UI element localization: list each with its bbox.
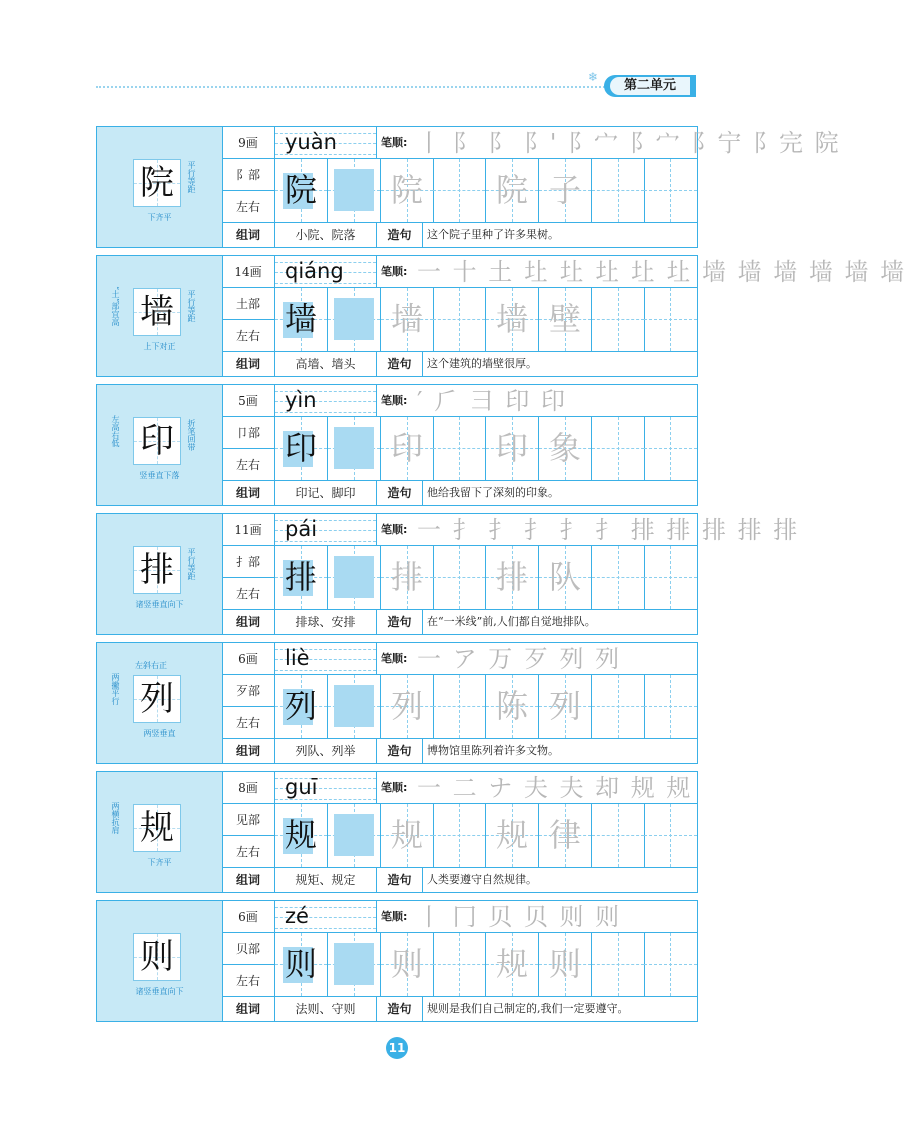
writing-cell[interactable]	[592, 417, 645, 480]
main-char: 列	[140, 679, 174, 719]
trace-word-1: 墙	[495, 300, 528, 338]
sentence: 这个院子里种了许多果树。	[427, 228, 559, 241]
stroke-count: 8画	[222, 772, 275, 804]
main-char-cell	[97, 643, 223, 763]
radical: 土部	[222, 288, 275, 320]
trace-char: 规	[390, 816, 423, 854]
writing-cell[interactable]	[592, 675, 645, 738]
unit-label: 第二单元	[610, 77, 690, 95]
tip-right: 平行等距	[187, 548, 196, 580]
writing-cell[interactable]	[381, 417, 434, 480]
main-char-box	[133, 159, 181, 207]
trace-word-1: 规	[495, 816, 528, 854]
writing-cell[interactable]	[328, 417, 381, 480]
structure: 左右	[222, 191, 275, 223]
header-dotted-line	[96, 86, 616, 88]
char-card	[96, 513, 800, 635]
stroke-order-row	[377, 514, 800, 546]
writing-cell[interactable]	[644, 288, 697, 351]
words-label: 组词	[222, 481, 275, 505]
sentence: 人类要遵守自然规律。	[427, 873, 537, 886]
stroke-order-row	[377, 385, 697, 417]
stroke-order-sequence: ′ ⺁ ⺕ 印 印	[417, 387, 567, 415]
sentence: 规则是我们自己制定的,我们一定要遵守。	[427, 1002, 629, 1015]
pinyin-box	[275, 385, 377, 417]
words: 高墙、墙头	[275, 352, 377, 376]
words: 印记、脚印	[275, 481, 377, 505]
char-card	[96, 771, 698, 893]
writing-cell[interactable]	[539, 933, 592, 996]
practice-char-dark: 规	[284, 816, 317, 854]
writing-cell[interactable]	[592, 159, 645, 222]
char-card	[96, 255, 906, 377]
writing-cell[interactable]	[275, 804, 328, 867]
trace-word-1: 排	[495, 558, 528, 596]
trace-char: 墙	[390, 300, 423, 338]
trace-word-2: 列	[548, 687, 581, 725]
pinyin-box	[275, 514, 377, 546]
writing-cell[interactable]	[486, 933, 539, 996]
sentence-label: 造句	[377, 223, 423, 247]
writing-cell[interactable]	[486, 804, 539, 867]
structure: 左右	[222, 965, 275, 997]
trace-word-2: 子	[548, 171, 581, 209]
tip-bottom: 上下对正	[143, 342, 176, 351]
trace-word-1: 规	[495, 945, 528, 983]
writing-cell[interactable]	[275, 288, 328, 351]
writing-cell[interactable]	[433, 675, 486, 738]
stroke-order-row	[377, 643, 697, 675]
practice-char-dark: 院	[284, 171, 317, 209]
stroke-order-sequence: 丨 冂 贝 贝 则 则	[417, 903, 622, 931]
tip-bottom: 下齐平	[147, 858, 172, 867]
main-char-box	[133, 546, 181, 594]
writing-cell[interactable]	[539, 417, 592, 480]
main-char: 墙	[140, 292, 174, 332]
stroke-order-row	[377, 901, 697, 933]
stroke-count: 11画	[222, 514, 275, 546]
words-label: 组词	[222, 997, 275, 1021]
writing-cell[interactable]	[381, 288, 434, 351]
stroke-order-row	[377, 772, 697, 804]
writing-grid	[275, 288, 697, 352]
sentence: 这个建筑的墙壁很厚。	[427, 357, 537, 370]
writing-cell[interactable]	[328, 288, 381, 351]
trace-char: 则	[390, 945, 423, 983]
char-card	[96, 126, 841, 248]
writing-cell[interactable]	[486, 159, 539, 222]
sentence-label: 造句	[377, 739, 423, 763]
structure: 左右	[222, 707, 275, 739]
trace-word-1: 陈	[495, 687, 528, 725]
sentence: 博物馆里陈列着许多文物。	[427, 744, 559, 757]
writing-cell[interactable]	[275, 417, 328, 480]
trace-word-2: 象	[548, 429, 581, 467]
tip-bottom: 诸竖垂直向下	[135, 600, 184, 609]
main-char: 排	[140, 550, 174, 590]
stroke-count: 6画	[222, 901, 275, 933]
main-char-box	[133, 675, 181, 723]
writing-cell[interactable]	[433, 288, 486, 351]
tip-left: “土”部宜高	[111, 286, 120, 327]
radical: 贝部	[222, 933, 275, 965]
writing-cell[interactable]	[433, 546, 486, 609]
writing-cell[interactable]	[328, 804, 381, 867]
main-char-box	[133, 933, 181, 981]
writing-cell[interactable]	[433, 804, 486, 867]
writing-cell[interactable]	[644, 417, 697, 480]
writing-grid	[275, 159, 697, 223]
pinyin: pái	[285, 517, 318, 541]
writing-cell[interactable]	[381, 933, 434, 996]
sentence-label: 造句	[377, 997, 423, 1021]
pinyin: qiáng	[285, 259, 344, 283]
writing-cell[interactable]	[486, 417, 539, 480]
writing-cell[interactable]	[539, 159, 592, 222]
sentence-label: 造句	[377, 352, 423, 376]
words: 排球、安排	[275, 610, 377, 634]
practice-char-dark: 列	[284, 687, 317, 725]
writing-cell[interactable]	[644, 675, 697, 738]
stroke-order-sequence: 丨 阝 阝 阝' 阝宀 阝宀 阝宁 阝完 院	[417, 129, 841, 157]
writing-grid	[275, 417, 697, 481]
words: 列队、列举	[275, 739, 377, 763]
unit-tab	[604, 75, 696, 97]
stroke-order-label: 笔顺:	[381, 394, 408, 407]
writing-cell[interactable]	[539, 675, 592, 738]
writing-cell[interactable]	[592, 804, 645, 867]
main-char-cell	[97, 256, 223, 376]
radical: 歹部	[222, 675, 275, 707]
words-label: 组词	[222, 739, 275, 763]
pinyin-box	[275, 772, 377, 804]
writing-cell[interactable]	[539, 804, 592, 867]
writing-cell[interactable]	[328, 933, 381, 996]
sentence: 他给我留下了深刻的印象。	[427, 486, 559, 499]
writing-cell[interactable]	[644, 804, 697, 867]
practice-char-dark: 排	[284, 558, 317, 596]
sentence: 在“一米线”前,人们都自觉地排队。	[427, 615, 596, 628]
pinyin: liè	[285, 646, 310, 670]
char-card	[96, 900, 698, 1022]
words: 法则、守则	[275, 997, 377, 1021]
main-char-cell	[97, 514, 223, 634]
writing-cell[interactable]	[539, 546, 592, 609]
writing-cell[interactable]	[644, 159, 697, 222]
writing-cell[interactable]	[644, 546, 697, 609]
main-char: 规	[140, 808, 174, 848]
pinyin: zé	[285, 904, 309, 928]
char-card	[96, 642, 698, 764]
pinyin: guī	[285, 775, 318, 799]
tip-right: 平行等距	[187, 290, 196, 322]
tip-left: 两撇平行	[111, 673, 120, 705]
writing-cell[interactable]	[644, 933, 697, 996]
stroke-order-label: 笔顺:	[381, 781, 408, 794]
pinyin-box	[275, 127, 377, 159]
main-char-box	[133, 804, 181, 852]
stroke-order-sequence: 一 十 土 圵 圵 圵 圵 圵 墙 墙 墙 墙 墙 墙	[417, 258, 906, 286]
stroke-count: 9画	[222, 127, 275, 159]
practice-char-dark: 则	[284, 945, 317, 983]
writing-cell[interactable]	[275, 675, 328, 738]
snowflake-icon: ❄	[588, 70, 599, 84]
main-char-cell	[97, 385, 223, 505]
stroke-order-sequence: 一 扌 扌 扌 扌 扌 排 排 排 排 排	[417, 516, 800, 544]
pinyin-box	[275, 901, 377, 933]
stroke-count: 14画	[222, 256, 275, 288]
trace-word-1: 印	[495, 429, 528, 467]
trace-char: 印	[390, 429, 423, 467]
tip-left: 左高右低	[111, 415, 120, 447]
tip-left: 两横抗肩	[111, 802, 120, 834]
tip-bottom: 下齐平	[147, 213, 172, 222]
pinyin-box	[275, 256, 377, 288]
tip-bottom: 诸竖垂直向下	[135, 987, 184, 996]
writing-cell[interactable]	[592, 933, 645, 996]
stroke-order-sequence: 一 二 ナ 夫 夫 却 规 规	[417, 774, 693, 802]
practice-char-dark: 印	[284, 429, 317, 467]
writing-cell[interactable]	[433, 417, 486, 480]
structure: 左右	[222, 449, 275, 481]
radical: 卩部	[222, 417, 275, 449]
writing-grid	[275, 933, 697, 997]
tip-right: 折笔回带	[187, 419, 196, 451]
stroke-order-label: 笔顺:	[381, 136, 408, 149]
sentence-label: 造句	[377, 868, 423, 892]
main-char: 则	[140, 937, 174, 977]
stroke-order-label: 笔顺:	[381, 652, 408, 665]
writing-cell[interactable]	[328, 546, 381, 609]
stroke-order-label: 笔顺:	[381, 523, 408, 536]
radical: 扌部	[222, 546, 275, 578]
stroke-count: 6画	[222, 643, 275, 675]
tip-bottom: 两竖垂直	[143, 729, 176, 738]
words-label: 组词	[222, 352, 275, 376]
stroke-order-row	[377, 127, 841, 159]
writing-cell[interactable]	[381, 804, 434, 867]
writing-cell[interactable]	[592, 288, 645, 351]
pinyin: yìn	[285, 388, 317, 412]
writing-cell[interactable]	[486, 288, 539, 351]
writing-cell[interactable]	[539, 288, 592, 351]
page-number: 11	[386, 1037, 408, 1059]
stroke-order-sequence: 一 ア 万 歹 列 列	[417, 645, 622, 673]
main-char-box	[133, 417, 181, 465]
words-label: 组词	[222, 223, 275, 247]
writing-cell[interactable]	[381, 159, 434, 222]
writing-cell[interactable]	[328, 159, 381, 222]
tip-bottom: 竖垂直下落	[139, 471, 180, 480]
words-label: 组词	[222, 868, 275, 892]
sentence-label: 造句	[377, 610, 423, 634]
writing-grid	[275, 804, 697, 868]
stroke-count: 5画	[222, 385, 275, 417]
radical: 见部	[222, 804, 275, 836]
words: 规矩、规定	[275, 868, 377, 892]
radical: 阝部	[222, 159, 275, 191]
main-char: 院	[140, 163, 174, 203]
trace-word-1: 院	[495, 171, 528, 209]
trace-word-2: 则	[548, 945, 581, 983]
writing-cell[interactable]	[381, 675, 434, 738]
main-char-cell	[97, 127, 223, 247]
stroke-order-label: 笔顺:	[381, 265, 408, 278]
writing-grid	[275, 546, 697, 610]
writing-cell[interactable]	[275, 159, 328, 222]
words: 小院、院落	[275, 223, 377, 247]
main-char-cell	[97, 901, 223, 1021]
writing-cell[interactable]	[381, 546, 434, 609]
trace-word-2: 律	[548, 816, 581, 854]
main-char-box	[133, 288, 181, 336]
structure: 左右	[222, 320, 275, 352]
writing-cell[interactable]	[275, 546, 328, 609]
structure: 左右	[222, 578, 275, 610]
writing-grid	[275, 675, 697, 739]
tip-top: 左斜右正	[135, 661, 167, 670]
writing-cell[interactable]	[328, 675, 381, 738]
words-label: 组词	[222, 610, 275, 634]
writing-cell[interactable]	[486, 675, 539, 738]
trace-word-2: 队	[548, 558, 581, 596]
sentence-label: 造句	[377, 481, 423, 505]
char-card	[96, 384, 698, 506]
stroke-order-row	[377, 256, 906, 288]
trace-word-2: 壁	[548, 300, 581, 338]
structure: 左右	[222, 836, 275, 868]
writing-cell[interactable]	[433, 933, 486, 996]
main-char: 印	[140, 421, 174, 461]
writing-cell[interactable]	[486, 546, 539, 609]
trace-char: 排	[390, 558, 423, 596]
pinyin: yuàn	[285, 130, 337, 154]
writing-cell[interactable]	[275, 933, 328, 996]
stroke-order-label: 笔顺:	[381, 910, 408, 923]
practice-char-dark: 墙	[284, 300, 317, 338]
writing-cell[interactable]	[433, 159, 486, 222]
trace-char: 列	[390, 687, 423, 725]
writing-cell[interactable]	[592, 546, 645, 609]
tip-right: 平行等距	[187, 161, 196, 193]
trace-char: 院	[390, 171, 423, 209]
main-char-cell	[97, 772, 223, 892]
pinyin-box	[275, 643, 377, 675]
